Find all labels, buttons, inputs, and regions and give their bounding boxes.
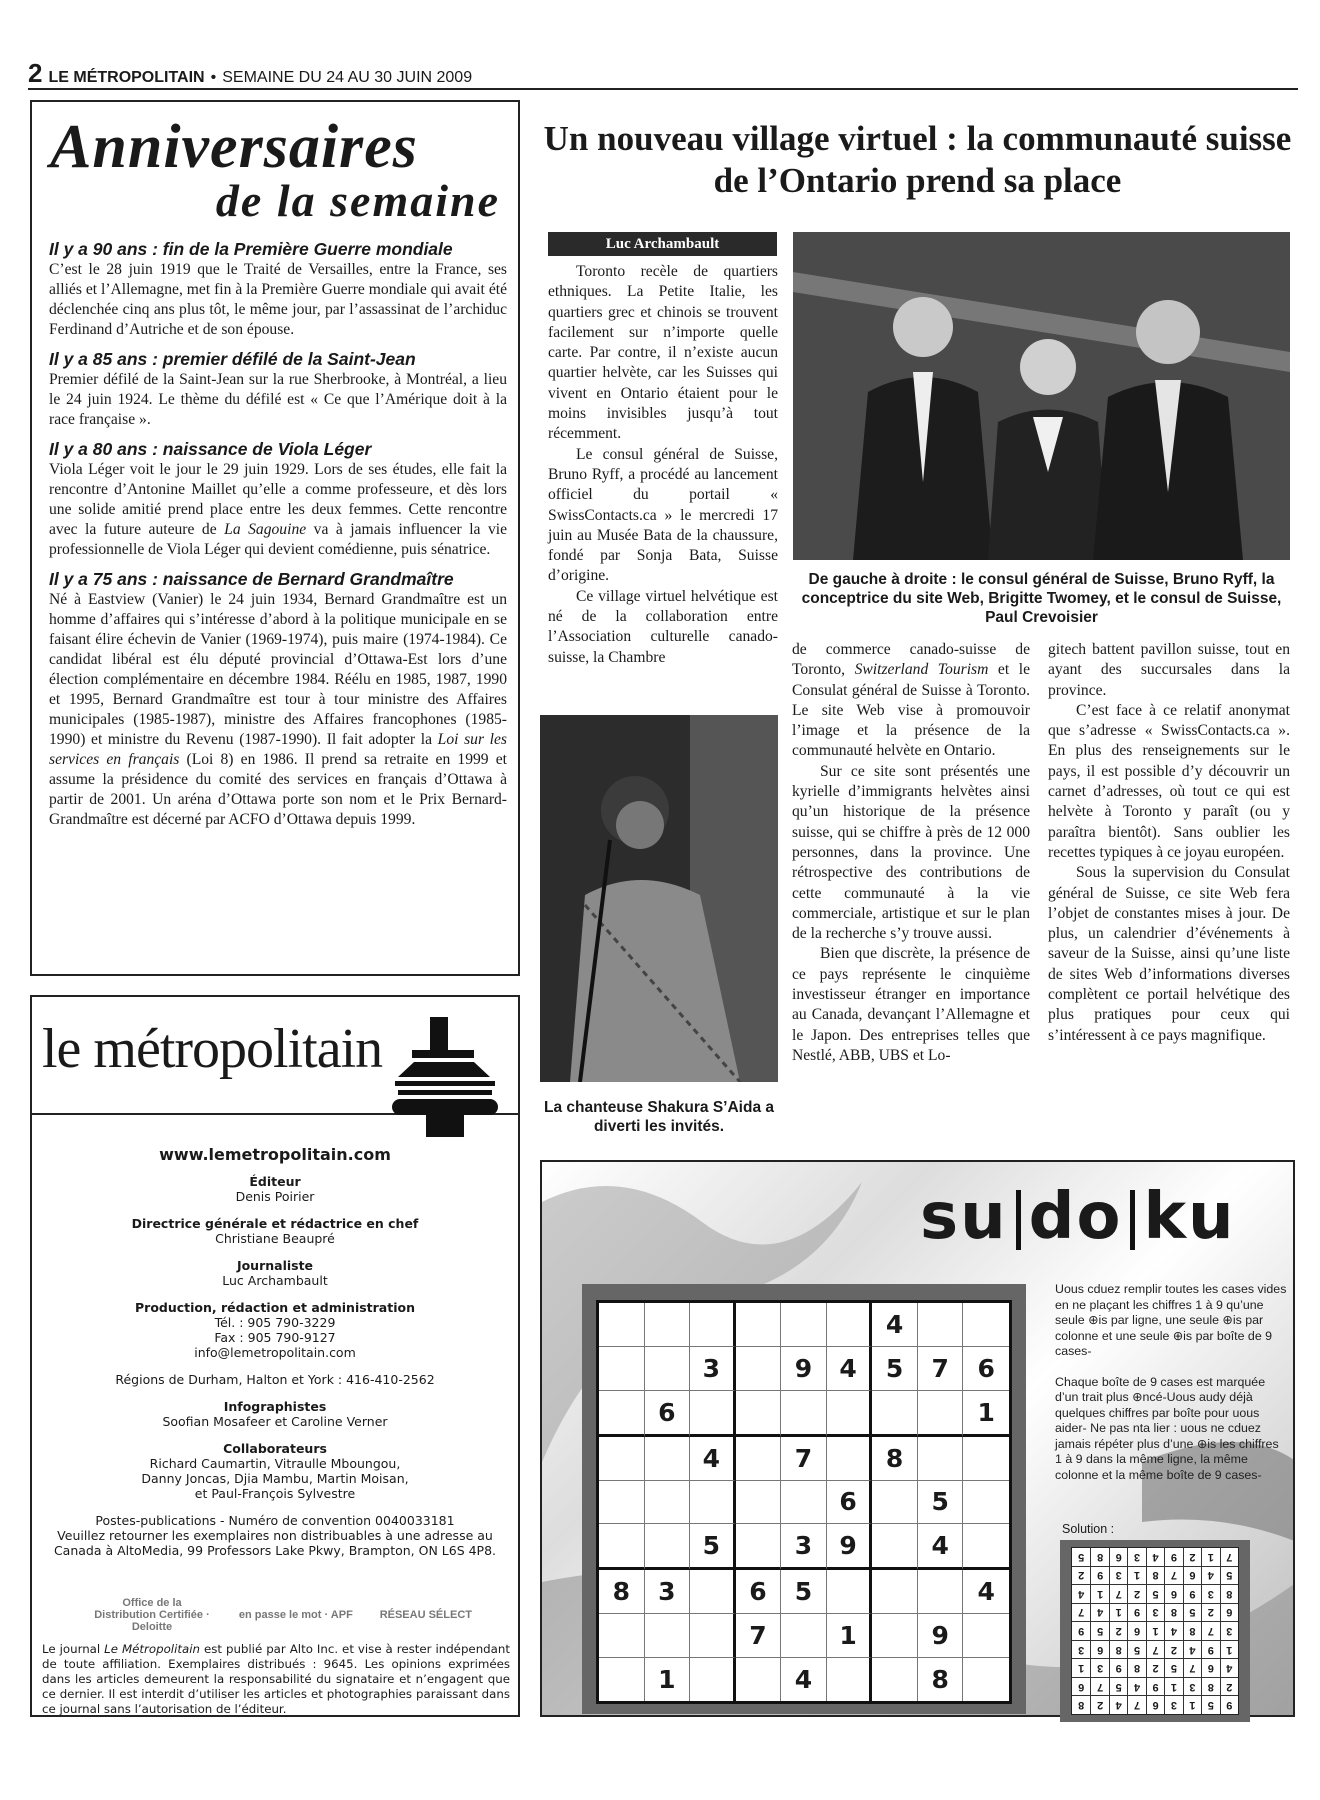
logo-ku: ku: [1143, 1180, 1236, 1254]
solution-cell: 2: [1183, 1548, 1201, 1566]
sudoku-empty-cell[interactable]: [963, 1614, 1009, 1658]
sudoku-empty-cell[interactable]: [872, 1570, 918, 1614]
solution-cell: 9: [1220, 1695, 1238, 1714]
sudoku-given-cell: 4: [872, 1303, 918, 1347]
sudoku-given-cell: 8: [918, 1658, 964, 1701]
text-run: Viola Léger voit le jour le 29 juin 1929. Lors de ses études, elle fait la rencontre d’Antonine Maillet qu’elle a comme professeure, et dès lors une solide amitié prend place entre les deux femmes. Cette rencontre avec la future auteure de: [49, 461, 507, 538]
sudoku-empty-cell[interactable]: [963, 1524, 1009, 1570]
italic-text-run: Loi sur les services en français: [49, 731, 507, 768]
page-header: [28, 60, 1298, 90]
credit-line: Canada à AltoMedia, 99 Professors Lake Pkwy, Brampton, ON L6S 4P8.: [53, 1543, 497, 1558]
sudoku-empty-cell[interactable]: [872, 1481, 918, 1525]
partner-logo: en passe le mot · APF: [238, 1609, 353, 1621]
solution-cell: 2: [1090, 1695, 1108, 1714]
credit-group: [32, 1300, 518, 1360]
text-run: de commerce canado-suisse de Toronto,: [792, 641, 1030, 679]
credit-line: Régions de Durham, Halton et York : 416-410-2562: [115, 1372, 435, 1387]
solution-cell: 5: [1078, 1550, 1085, 1563]
sudoku-empty-cell[interactable]: [872, 1391, 918, 1437]
sudoku-empty-cell[interactable]: [872, 1658, 918, 1701]
solution-cell: 6: [1146, 1695, 1164, 1714]
solution-cell: 6: [1164, 1584, 1182, 1603]
article-paragraph: [548, 587, 778, 668]
sudoku-given-cell: 6: [736, 1570, 782, 1614]
tower-logo-icon: [390, 1017, 498, 1137]
anniversary-heading: Il y a 90 ans : fin de la Première Guerre mondiale: [49, 239, 453, 259]
sudoku-given-cell: 4: [827, 1347, 873, 1391]
anniversaires-subtitle: de la semaine: [215, 175, 500, 226]
solution-cell: 2: [1164, 1640, 1182, 1659]
sudoku-given-cell: 5: [690, 1524, 736, 1570]
solution-cell: 7: [1072, 1603, 1090, 1622]
sudoku-given-cell: 5: [781, 1570, 827, 1614]
instructions-paragraph: Chaque boîte de 9 cases est marquée d’un trait plus ⊕ncé-Uous audy déjà quelques chiffres par boîte pour uous aider- Ne pas nta lier : uous ne cduez jamais répéter plus d’une ⊕is les chiffres 1 à 9 dans la même ligne, la même colonne et la même boîte de 9 cases-: [1055, 1374, 1279, 1482]
text-run: Bien que discrète, la présence de ce pays représente le cinquième investisseur étranger en importance au Canada, devançant l’Allemagne et le Japon. Des entreprises telles que Nestlé, ABB, UBS et Lo-: [792, 945, 1030, 1064]
sudoku-empty-cell[interactable]: [963, 1481, 1009, 1525]
sudoku-empty-cell[interactable]: [690, 1570, 736, 1614]
solution-cell: 3: [1090, 1658, 1108, 1677]
sudoku-empty-cell[interactable]: [736, 1303, 782, 1347]
photo-people-silhouettes: [793, 232, 1290, 560]
sudoku-empty-cell[interactable]: [736, 1347, 782, 1391]
article-paragraph: [1048, 701, 1290, 863]
solution-label: Solution :: [1062, 1522, 1115, 1536]
anniversary-heading: Il y a 75 ans : naissance de Bernard Grandmaître: [49, 569, 454, 589]
sudoku-given-cell: 7: [918, 1347, 964, 1391]
sudoku-logo: [920, 1180, 1236, 1254]
solution-cell: 3: [1164, 1695, 1182, 1714]
sudoku-empty-cell[interactable]: [827, 1391, 873, 1437]
credit-line: Denis Poirier: [235, 1189, 315, 1204]
anniversary-text: [49, 260, 507, 340]
issue-date: SEMAINE DU 24 AU 30 JUIN 2009: [222, 69, 473, 86]
credit-line: Danny Joncas, Djia Mambu, Martin Moisan,: [141, 1471, 409, 1486]
credit-group: [32, 1513, 518, 1558]
solution-cell: 8: [1127, 1658, 1145, 1677]
partner-logo: Office de la Distribution Certifiée · Deloitte: [94, 1597, 210, 1633]
masthead-logo: [32, 997, 518, 1115]
solution-cell: 8: [1109, 1640, 1127, 1659]
article-column-1: [548, 262, 778, 668]
sudoku-given-cell: 6: [645, 1391, 691, 1437]
credit-line: et Paul-François Sylvestre: [194, 1486, 356, 1501]
text-run: Le consul général de Suisse, Bruno Ryff, a procédé au lancement officiel du portail « SwissContacts.ca » le mercredi 17 juin au Musée Bata de la chaussure, fondé par Sonja Bata, Suisse d’origine.: [548, 445, 778, 585]
anniversary-text: [49, 370, 507, 430]
solution-cell: 9: [1090, 1566, 1108, 1585]
article-paragraph: [792, 944, 1030, 1066]
sudoku-solution-grid-upside-down: [1071, 1547, 1239, 1715]
credit-line: Luc Archambault: [222, 1273, 328, 1288]
solution-cell: 5: [1109, 1677, 1127, 1696]
solution-cell: 8: [1164, 1603, 1182, 1622]
solution-cell: 2: [1072, 1566, 1090, 1585]
sudoku-empty-cell[interactable]: [599, 1524, 645, 1570]
sudoku-empty-cell[interactable]: [963, 1658, 1009, 1701]
sudoku-given-cell: 9: [918, 1614, 964, 1658]
solution-cell: 9: [1201, 1640, 1219, 1659]
sudoku-empty-cell[interactable]: [645, 1614, 691, 1658]
anniversaires-body: [49, 239, 507, 830]
article-paragraph: [1048, 863, 1290, 1046]
solution-cell: 1: [1164, 1677, 1182, 1696]
solution-cell: 8: [1072, 1695, 1090, 1714]
sudoku-empty-cell[interactable]: [827, 1437, 873, 1481]
sudoku-empty-cell[interactable]: [645, 1303, 691, 1347]
sudoku-given-cell: 3: [645, 1570, 691, 1614]
sudoku-given-cell: 4: [918, 1524, 964, 1570]
sudoku-given-cell: 9: [781, 1347, 827, 1391]
text-run: C’est le 28 juin 1919 que le Traité de Versailles, entre la France, ses alliés et l’Allemagne, met fin à la Première Guerre mondiale qui avait été déclenchée cinq ans plus tôt, le même jour, par l’assassinat de l’archiduc Ferdinand d’Autriche et de son épouse.: [49, 261, 507, 338]
sudoku-given-cell: 1: [645, 1658, 691, 1701]
sudoku-empty-cell[interactable]: [690, 1303, 736, 1347]
partner-logos: [92, 1597, 472, 1633]
sudoku-given-cell: 7: [781, 1437, 827, 1481]
solution-cell: 8: [1220, 1584, 1238, 1603]
credit-role: Infographistes: [223, 1399, 327, 1414]
credit-role: Éditeur: [249, 1174, 301, 1189]
solution-cell: 6: [1072, 1677, 1090, 1696]
credit-group: [32, 1174, 518, 1204]
solution-cell: 4: [1109, 1695, 1127, 1714]
sudoku-given-cell: 1: [827, 1614, 873, 1658]
text-run: et le Consulat général de Suisse à Toronto. Le site Web vise à promouvoir l’image et la présence de la communauté helvète en Ontario.: [792, 661, 1030, 760]
solution-cell: 3: [1109, 1566, 1127, 1585]
italic-text-run: Le Métropolitain: [104, 1642, 200, 1656]
sudoku-given-cell: 1: [963, 1391, 1009, 1437]
solution-cell: 2: [1127, 1584, 1145, 1603]
sudoku-instructions: [1055, 1282, 1287, 1498]
solution-cell: 8: [1201, 1677, 1219, 1696]
sudoku-empty-cell[interactable]: [690, 1391, 736, 1437]
credit-group: [32, 1216, 518, 1246]
solution-cell: 3: [1127, 1548, 1145, 1566]
credit-group: [32, 1399, 518, 1429]
sudoku-empty-cell[interactable]: [918, 1303, 964, 1347]
solution-cell: 8: [1146, 1566, 1164, 1585]
photo-three-people: [793, 232, 1290, 560]
sudoku-empty-cell[interactable]: [963, 1303, 1009, 1347]
sudoku-empty-cell[interactable]: [690, 1658, 736, 1701]
solution-cell: 1: [1201, 1548, 1219, 1566]
solution-cell: 4: [1090, 1603, 1108, 1622]
sudoku-given-cell: 6: [963, 1347, 1009, 1391]
text-run: est publié par Alto Inc. et vise à rester indépendant de toute affiliation. Exemplaires distribués : 9645. Les opinions exprimées dans les articles demeurent la responsabilité du signataire et n’engagent que ce dernier. Il est interdit d’utiliser les articles et photographies paraissant dans ce journal sans l’autorisation de l’éditeur.: [42, 1642, 510, 1716]
solution-cell: 6: [1201, 1658, 1219, 1677]
sudoku-given-cell: 5: [872, 1347, 918, 1391]
sudoku-empty-cell[interactable]: [827, 1570, 873, 1614]
solution-cell: 4: [1183, 1640, 1201, 1659]
article-column-2: [792, 640, 1030, 1066]
solution-cell: 4: [1164, 1621, 1182, 1640]
solution-cell: 7: [1201, 1621, 1219, 1640]
solution-cell: 7: [1146, 1640, 1164, 1659]
solution-cell: 8: [1183, 1621, 1201, 1640]
sudoku-empty-cell[interactable]: [599, 1614, 645, 1658]
sudoku-empty-cell[interactable]: [599, 1347, 645, 1391]
header-separator: •: [210, 69, 217, 86]
solution-cell: 1: [1090, 1584, 1108, 1603]
anniversary-heading: Il y a 85 ans : premier défilé de la Saint-Jean: [49, 349, 416, 369]
credit-line: Christiane Beaupré: [215, 1231, 335, 1246]
sudoku-given-cell: 8: [872, 1437, 918, 1481]
sudoku-empty-cell[interactable]: [599, 1481, 645, 1525]
solution-cell: 9: [1164, 1548, 1182, 1566]
masthead-disclaimer: [42, 1642, 510, 1717]
solution-cell: 1: [1183, 1695, 1201, 1714]
solution-cell: 6: [1109, 1548, 1127, 1566]
photo-caption-singer: La chanteuse Shakura S’Aida a diverti les invités.: [543, 1099, 774, 1135]
solution-cell: 3: [1201, 1584, 1219, 1603]
sudoku-empty-cell[interactable]: [918, 1570, 964, 1614]
solution-cell: 6: [1183, 1566, 1201, 1585]
sudoku-empty-cell[interactable]: [827, 1658, 873, 1701]
credit-line: info@lemetropolitain.com: [194, 1345, 356, 1360]
sudoku-grid[interactable]: [596, 1300, 1012, 1704]
sudoku-given-cell: 3: [690, 1347, 736, 1391]
photo-singer: [540, 715, 778, 1082]
article-paragraph: [792, 762, 1030, 945]
website-link[interactable]: www.lemetropolitain.com: [159, 1145, 391, 1164]
solution-cell: 8: [1090, 1548, 1108, 1566]
solution-cell: 5: [1090, 1621, 1108, 1640]
article-headline: Un nouveau village virtuel : la communauté suisse de l’Ontario prend sa place: [543, 119, 1292, 200]
solution-cell: 4: [1201, 1566, 1219, 1585]
sudoku-empty-cell[interactable]: [599, 1658, 645, 1701]
solution-cell: 5: [1127, 1640, 1145, 1659]
solution-cell: 1: [1127, 1566, 1145, 1585]
credit-line: Veuillez retourner les exemplaires non distribuables à une adresse au: [57, 1528, 493, 1543]
solution-cell: 5: [1201, 1695, 1219, 1714]
article-paragraph: [1048, 640, 1290, 701]
logo-wordmark: le métropolitain: [42, 1018, 383, 1080]
solution-cell: 6: [1127, 1621, 1145, 1640]
article-paragraph: [548, 445, 778, 587]
solution-cell: 3: [1072, 1640, 1090, 1659]
solution-cell: 7: [1164, 1566, 1182, 1585]
text-run: Sous la supervision du Consulat général de Suisse, ce site Web fera l’objet de constantes mises à jour. De plus, un calendrier d’événements à saveur de la Suisse, ainsi qu’une liste de sites Web d’informations diverses complètent ce portail helvétique des plus pratiques pour ceux qui s’intéressent à ce pays magnifique.: [1048, 864, 1290, 1044]
solution-cell: 2: [1146, 1658, 1164, 1677]
solution-cell: 2: [1109, 1621, 1127, 1640]
solution-cell: 1: [1109, 1603, 1127, 1622]
credit-line: Fax : 905 790-9127: [214, 1330, 336, 1345]
credit-role: Production, rédaction et administration: [135, 1300, 415, 1315]
sudoku-empty-cell[interactable]: [827, 1303, 873, 1347]
solution-cell: 7: [1090, 1677, 1108, 1696]
credit-line: Tél. : 905 790-3229: [214, 1315, 336, 1330]
solution-cell: 9: [1072, 1621, 1090, 1640]
anniversary-section: [49, 439, 507, 560]
solution-cell: 4: [1072, 1584, 1090, 1603]
sudoku-empty-cell[interactable]: [781, 1391, 827, 1437]
text-run: (Loi 8) en 1986. Il prend sa retraite en 1999 et assume la présidence du comité des services en français d’Ottawa à partir de 2001. Un aréna d’Ottawa porte son nom et le Prix Bernard-Grandmaître est décerné par ACFO d’Ottawa depuis 1999.: [49, 751, 507, 828]
sudoku-empty-cell[interactable]: [736, 1524, 782, 1570]
sudoku-given-cell: 5: [918, 1481, 964, 1525]
masthead-credits: [32, 1147, 518, 1570]
credit-role: Directrice générale et rédactrice en chef: [131, 1216, 419, 1231]
sudoku-empty-cell[interactable]: [872, 1524, 918, 1570]
sudoku-empty-cell[interactable]: [781, 1303, 827, 1347]
text-run: Ce village virtuel helvétique est né de la collaboration entre l’Association culturelle canado-suisse, la Chambre: [548, 587, 778, 666]
solution-cell: 2: [1220, 1677, 1238, 1696]
sudoku-empty-cell[interactable]: [872, 1614, 918, 1658]
instructions-paragraph: Uous cduez remplir toutes les cases vides en ne plaçant les chiffres 1 à 9 qu’une seule ⊕is par ligne, une seule ⊕is par colonne et une seule ⊕is par boîte de 9 cases-: [1055, 1282, 1287, 1358]
solution-cell: 7: [1220, 1548, 1238, 1566]
sudoku-given-cell: 4: [963, 1570, 1009, 1614]
sudoku-given-cell: 4: [690, 1437, 736, 1481]
anniversary-section: [49, 239, 507, 340]
solution-cell: 9: [1127, 1603, 1145, 1622]
sudoku-empty-cell[interactable]: [599, 1303, 645, 1347]
credit-group: [32, 1441, 518, 1501]
sudoku-empty-cell[interactable]: [645, 1437, 691, 1481]
logo-divider: [1016, 1190, 1021, 1250]
solution-cell: 9: [1183, 1584, 1201, 1603]
anniversary-text: [49, 460, 507, 560]
anniversary-section: [49, 569, 507, 830]
credit-group: [32, 1258, 518, 1288]
credit-line: Postes-publications - Numéro de convention 0040033181: [95, 1513, 455, 1528]
sudoku-given-cell: 8: [599, 1570, 645, 1614]
article-paragraph: [792, 640, 1030, 762]
photo-singer-silhouette: [540, 715, 778, 1082]
text-run: Le journal: [42, 1642, 105, 1656]
solution-cell: 5: [1183, 1603, 1201, 1622]
text-run: Toronto recèle de quartiers ethniques. La Petite Italie, les quartiers grec et chinois se trouvent facilement sur n’importe quelle carte. Par contre, il n’existe aucun quartier helvète, car les Suisses qui vivent en Ontario étaient pour le moins invisibles jusqu’à tout récemment.: [548, 263, 778, 443]
sudoku-empty-cell[interactable]: [963, 1437, 1009, 1481]
credit-role: Journaliste: [236, 1258, 314, 1273]
credit-line: Richard Caumartin, Vitraulle Mboungou,: [149, 1456, 401, 1471]
solution-cell: 3: [1183, 1677, 1201, 1696]
text-run: Premier défilé de la Saint-Jean sur la rue Sherbrooke, à Montréal, a lieu le 24 juin 1924. Le thème du défilé est « Ce que l’Amérique doit à la race française ».: [49, 371, 507, 428]
sudoku-empty-cell[interactable]: [736, 1658, 782, 1701]
solution-cell: 5: [1220, 1566, 1238, 1585]
photo-caption-consuls: De gauche à droite : le consul général de Suisse, Bruno Ryff, la conceptrice du site Web, Brigitte Twomey, et le consul de Suisse, Paul Crevoisier: [801, 571, 1282, 626]
sudoku-empty-cell[interactable]: [690, 1481, 736, 1525]
text-run: Sur ce site sont présentés une kyrielle d’immigrants helvètes ainsi qu’un historique de la présence suisse, qui se chiffre à près de 12 000 personnes, dans la province. Une rétrospective des contributions de cette communauté à la vie commerciale, artistique et sur le plan de la recherche s’y trouve aussi.: [792, 762, 1030, 943]
solution-cell: 6: [1220, 1603, 1238, 1622]
sudoku-given-cell: 9: [827, 1524, 873, 1570]
sudoku-empty-cell[interactable]: [736, 1391, 782, 1437]
sudoku-empty-cell[interactable]: [736, 1481, 782, 1525]
solution-cell: 2: [1201, 1603, 1219, 1622]
solution-cell: 4: [1220, 1658, 1238, 1677]
article-paragraph: [548, 262, 778, 445]
anniversary-text: [49, 590, 507, 830]
sudoku-empty-cell[interactable]: [599, 1437, 645, 1481]
sudoku-empty-cell[interactable]: [918, 1391, 964, 1437]
solution-cell: 7: [1109, 1584, 1127, 1603]
credit-role: Collaborateurs: [223, 1441, 327, 1456]
sudoku-given-cell: 7: [736, 1614, 782, 1658]
sudoku-empty-cell[interactable]: [645, 1481, 691, 1525]
italic-text-run: Switzerland Tourism: [854, 661, 989, 679]
italic-text-run: La Sagouine: [224, 521, 307, 538]
sudoku-empty-cell[interactable]: [736, 1437, 782, 1481]
sudoku-empty-cell[interactable]: [781, 1481, 827, 1525]
solution-cell: 7: [1127, 1695, 1145, 1714]
solution-cell: 9: [1146, 1677, 1164, 1696]
solution-cell: 9: [1109, 1658, 1127, 1677]
solution-cell: 5: [1146, 1584, 1164, 1603]
article-byline: Luc Archambault: [548, 232, 777, 256]
solution-cell: 3: [1146, 1603, 1164, 1622]
text-run: C’est face à ce relatif anonymat que s’adresse « SwissContacts.ca ». En plus des renseignements sur le pays, il est possible d’y découvrir un carnet d’adresses, où tout ce qui est helvète à Toronto y paraît (ou y paraîtra bientôt). Sans oublier les recettes typiques à ce joyau européen.: [1048, 701, 1290, 861]
sudoku-given-cell: 6: [827, 1481, 873, 1525]
partner-logo: RÉSEAU SÉLECT: [379, 1609, 472, 1621]
publication-name: LE MÉTROPOLITAIN: [48, 69, 205, 86]
anniversaires-title: Anniversaires: [50, 113, 418, 181]
sudoku-given-cell: 4: [781, 1658, 827, 1701]
text-run: gitech battent pavillon suisse, tout en ayant des succursales dans la province.: [1048, 641, 1290, 699]
sudoku-empty-cell[interactable]: [645, 1347, 691, 1391]
solution-cell: 1: [1072, 1658, 1090, 1677]
solution-cell: 4: [1146, 1548, 1164, 1566]
solution-cell: 1: [1220, 1640, 1238, 1659]
article-column-3: [1048, 640, 1290, 1046]
logo-divider: [1130, 1190, 1135, 1250]
sudoku-empty-cell[interactable]: [690, 1614, 736, 1658]
text-run: Né à Eastview (Vanier) le 24 juin 1934, Bernard Grandmaître est un homme d’affaires qui s’intéresse d’abord à la politique municipale en se faisant élire échevin de Vanier (1969-1974), puis maire (1974-1984). Ce candidat libéral est élu député provincial d’Ottawa-Est lors d’une élection complémentaire en décembre 1984. Réélu en 1985, 1987, 1990 et 1995, Bernard Grandmaître est tour à tour ministre des Affaires municipales (1985-1987), ministre des Affaires francophones (1985-1990) et ministre du Revenu (1987-1990). Il fait adopter la: [49, 591, 507, 748]
sudoku-empty-cell[interactable]: [645, 1524, 691, 1570]
anniversary-heading: Il y a 80 ans : naissance de Viola Léger: [49, 439, 372, 459]
credit-group: [32, 1372, 518, 1387]
sudoku-empty-cell[interactable]: [781, 1614, 827, 1658]
logo-do: do: [1028, 1180, 1123, 1254]
solution-cell: 3: [1220, 1621, 1238, 1640]
page-number: 2: [28, 58, 43, 88]
credit-line: Soofian Mosafeer et Caroline Verner: [162, 1414, 388, 1429]
masthead-box: [30, 995, 520, 1717]
anniversary-section: [49, 349, 507, 430]
logo-su: su: [920, 1180, 1008, 1254]
solution-cell: 6: [1090, 1640, 1108, 1659]
sudoku-given-cell: 3: [781, 1524, 827, 1570]
solution-cell: 7: [1183, 1658, 1201, 1677]
solution-cell: 1: [1146, 1621, 1164, 1640]
sudoku-empty-cell[interactable]: [599, 1391, 645, 1437]
sudoku-empty-cell[interactable]: [918, 1437, 964, 1481]
solution-cell: 4: [1127, 1677, 1145, 1696]
solution-cell: 5: [1164, 1658, 1182, 1677]
anniversaires-box: [30, 100, 520, 976]
text-run: va à jamais influencer la vie professionnelle de Viola Léger qui devient comédienne, puis sénatrice.: [49, 521, 508, 558]
